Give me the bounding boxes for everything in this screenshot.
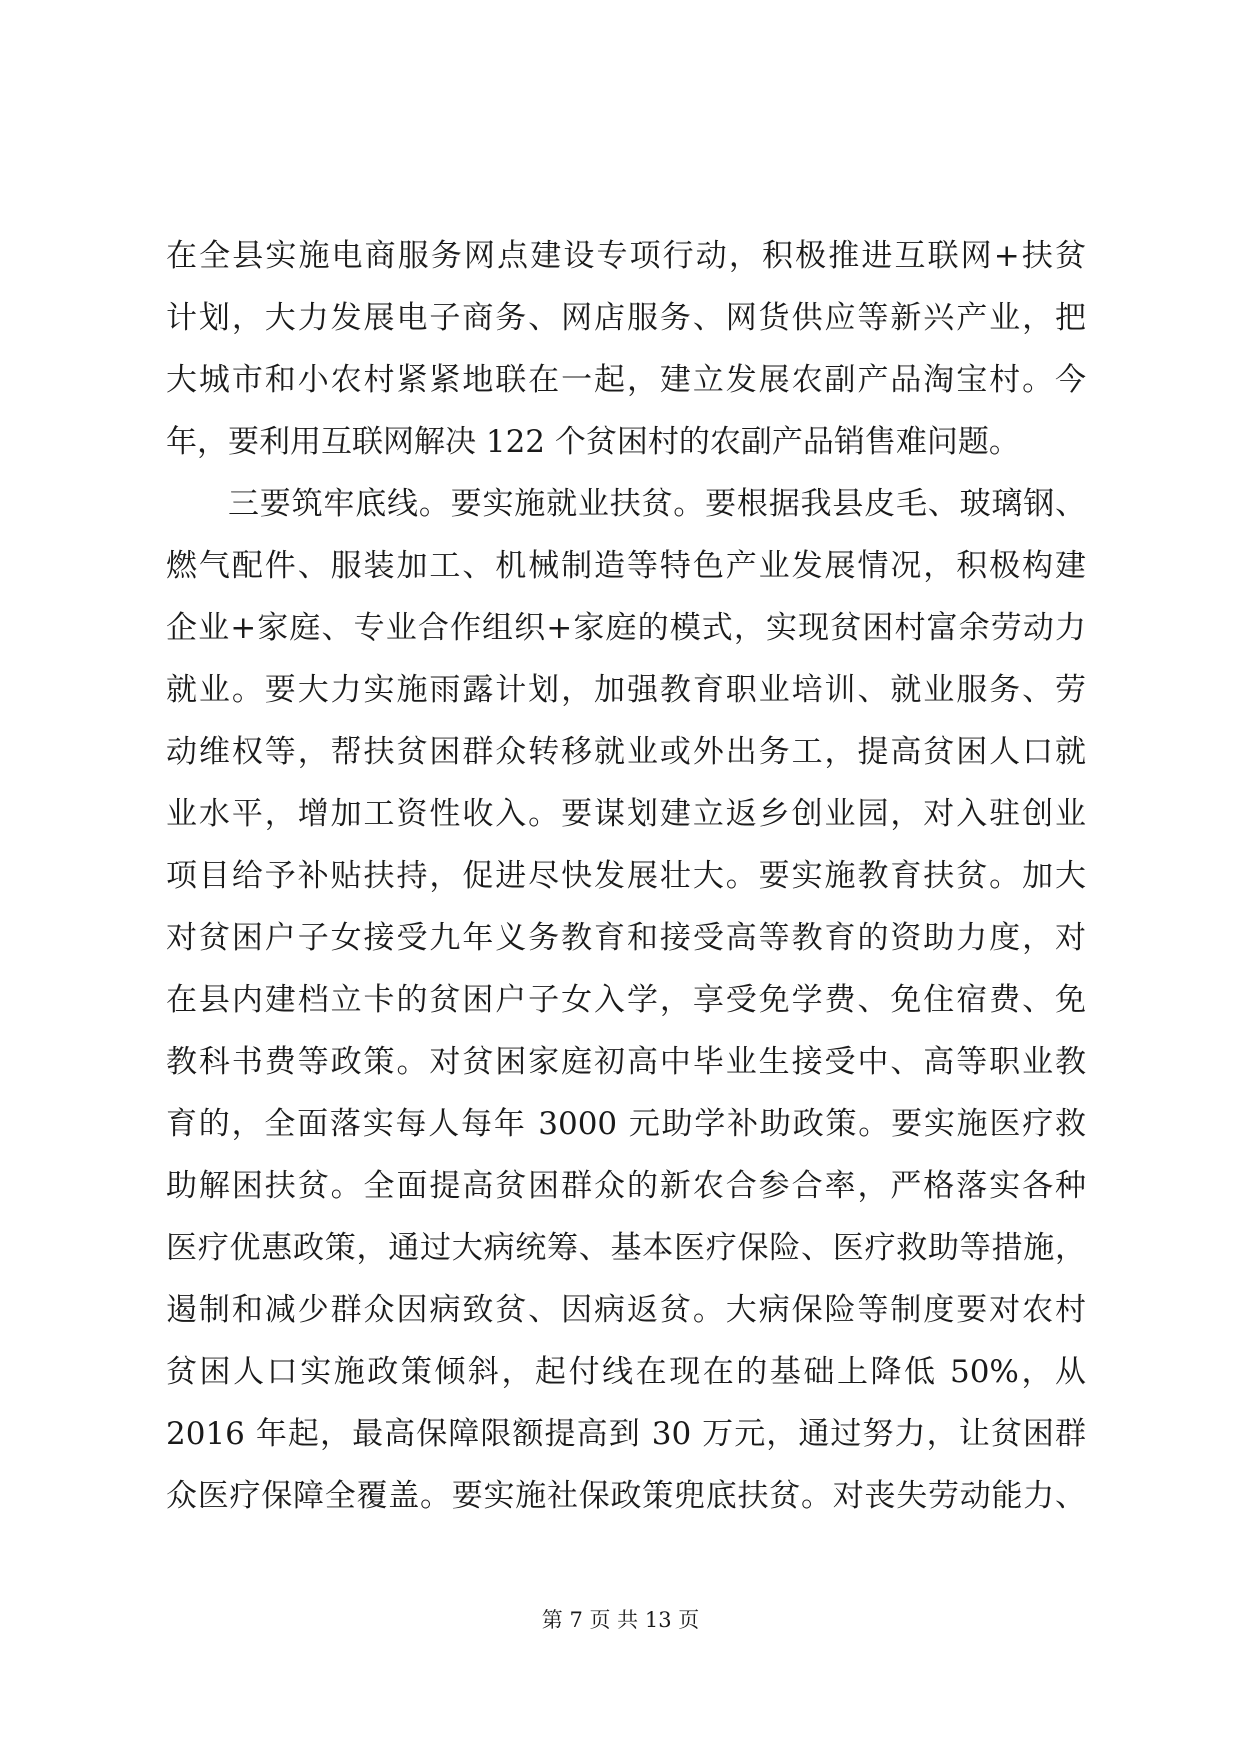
text-line: 医疗优惠政策，通过大病统筹、基本医疗保险、医疗救助等措施， (166, 1230, 1086, 1266)
text-line: 就业。要大力实施雨露计划，加强教育职业培训、就业服务、劳 (166, 672, 1086, 708)
text-line: 助解困扶贫。全面提高贫困群众的新农合参合率，严格落实各种 (166, 1168, 1086, 1204)
text-line: 众医疗保障全覆盖。要实施社保政策兜底扶贫。对丧失劳动能力、 (166, 1478, 1086, 1514)
text-line: 2016 年起，最高保障限额提高到 30 万元，通过努力，让贫困群 (166, 1416, 1086, 1452)
text-line: 计划，大力发展电子商务、网店服务、网货供应等新兴产业，把 (166, 300, 1086, 336)
text-line: 业水平，增加工资性收入。要谋划建立返乡创业园，对入驻创业 (166, 796, 1086, 832)
text-line: 育的，全面落实每人每年 3000 元助学补助政策。要实施医疗救 (166, 1106, 1086, 1142)
paragraph-first-line: 三要筑牢底线。要实施就业扶贫。要根据我县皮毛、玻璃钢、 (228, 486, 1086, 522)
page-number-footer: 第 7 页 共 13 页 (541, 1608, 700, 1632)
text-line: 贫困人口实施政策倾斜，起付线在现在的基础上降低 50%，从 (166, 1354, 1086, 1390)
text-line: 教科书费等政策。对贫困家庭初高中毕业生接受中、高等职业教 (166, 1044, 1086, 1080)
text-line: 对贫困户子女接受九年义务教育和接受高等教育的资助力度，对 (166, 920, 1086, 956)
text-line: 遏制和减少群众因病致贫、因病返贫。大病保险等制度要对农村 (166, 1292, 1086, 1328)
text-line: 项目给予补贴扶持，促进尽快发展壮大。要实施教育扶贫。加大 (166, 858, 1086, 894)
text-line: 在县内建档立卡的贫困户子女入学，享受免学费、免住宿费、免 (166, 982, 1086, 1018)
text-line: 企业+家庭、专业合作组织+家庭的模式，实现贫困村富余劳动力 (166, 610, 1086, 646)
text-line: 燃气配件、服装加工、机械制造等特色产业发展情况，积极构建 (166, 548, 1086, 584)
text-line: 大城市和小农村紧紧地联在一起，建立发展农副产品淘宝村。今 (166, 362, 1086, 398)
text-line: 在全县实施电商服务网点建设专项行动，积极推进互联网+扶贫 (166, 238, 1086, 274)
text-line: 动维权等，帮扶贫困群众转移就业或外出务工，提高贫困人口就 (166, 734, 1086, 770)
text-line: 年，要利用互联网解决 122 个贫困村的农副产品销售难问题。 (166, 424, 1020, 460)
